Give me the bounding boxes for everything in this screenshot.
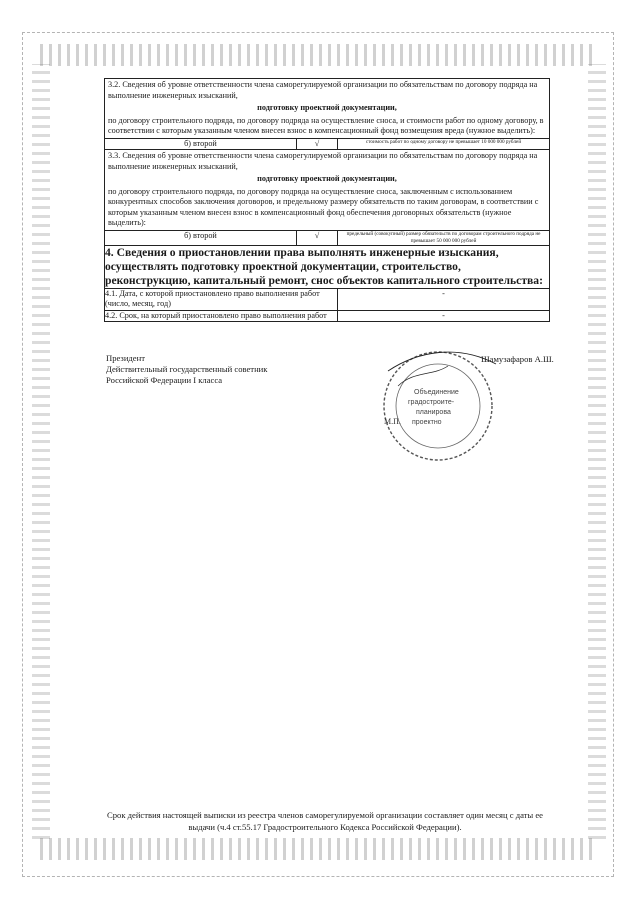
stamp-text-3: планирова: [416, 409, 451, 416]
validity-footer: Срок действия настоящей выписки из реестра членов саморегулируемой организации составляет один месяц с даты ее выдачи (ч.4 ст.55.17 Градостроительного Кодекса Российской Федерации).: [107, 810, 543, 832]
section-4-title: 4. Сведения о приостановлении права выполнять инженерные изыскания, осуществлять подготовку проектной документации, строительство, реконструкцию, капитальный ремонт, снос объектов капитального строительства:: [105, 245, 550, 288]
signature-stroke-2: [398, 366, 448, 386]
section-3-2-body: по договору строительного подряда, по договору подряда на осуществление сноса, и стоимости работ по одному договору, в соответствии с которым указанным членом внесен взнос в компенсационный фонд возмещения вреда (нужное выделить):: [108, 115, 544, 135]
section-3-2-check: √: [296, 138, 337, 150]
signature-stroke: [388, 352, 496, 371]
ornamental-border-left: [32, 64, 50, 839]
stamp-mp: М.П.: [384, 417, 401, 426]
section-4-2-label: 4.2. Срок, на который приостановлено право выполнения работ: [105, 310, 338, 322]
section-3-3-level: б) второй: [105, 230, 297, 245]
registry-table: [104, 78, 550, 322]
section-3-3-subtitle: подготовку проектной документации,: [257, 174, 397, 183]
signatory-rank: Действительный государственный советник: [106, 364, 268, 374]
section-3-3-check: √: [296, 230, 337, 245]
stamp-text-2: градостроите-: [408, 399, 455, 406]
ornamental-border-bottom: [40, 838, 595, 860]
section-3-2-title: 3.2. Сведения об уровне ответственности члена саморегулируемой организации по обязательствам по договору подряда на выполнение инженерных изысканий,: [108, 80, 538, 100]
section-3-2-subtitle: подготовку проектной документации,: [257, 103, 397, 112]
organization-stamp: [378, 346, 498, 466]
stamp-text-4: проектно: [412, 419, 442, 426]
stamp-inner-ring: [396, 364, 480, 448]
signatory-block: [106, 353, 267, 386]
section-3-3-note: предельный (совокупный) размер обязательств по договорам строительного подряда не превышает 50 000 000 рублей: [338, 230, 550, 245]
signatory-position: Президент: [106, 353, 145, 363]
section-3-3-body: по договору строительного подряда, по договору подряда на осуществление сноса, заключенным с использованием конкурентных способов заключения договоров, и предельному размеру обязательств по таким договорам, в соответствии с которым указанным членом внесен взнос в компенсационный фонд обеспечения договорных обязательств (нужное выделить):: [108, 186, 539, 227]
section-4-2-value: -: [338, 310, 550, 322]
section-3-2-text: [105, 79, 550, 139]
section-4-1-value: -: [338, 288, 550, 310]
stamp-text-1: Объединение: [414, 389, 459, 396]
section-3-2-note: стоимость работ по одному договору не превышает 10 000 000 рублей: [338, 138, 550, 150]
section-3-3-text: [105, 150, 550, 231]
signatory-rank-class: Российской Федерации I класса: [106, 375, 223, 385]
section-3-2-level: б) второй: [105, 138, 297, 150]
ornamental-border-right: [588, 64, 606, 839]
section-3-3-title: 3.3. Сведения об уровне ответственности члена саморегулируемой организации по обязательствам по договору подряда на выполнение инженерных изысканий,: [108, 151, 538, 171]
ornamental-border-top: [40, 44, 595, 66]
signatory-name: Шамузафаров А.Ш.: [481, 354, 554, 364]
stamp-outer-ring: [384, 352, 492, 460]
section-4-1-label: 4.1. Дата, с которой приостановлено право выполнения работ (число, месяц, год): [105, 288, 338, 310]
